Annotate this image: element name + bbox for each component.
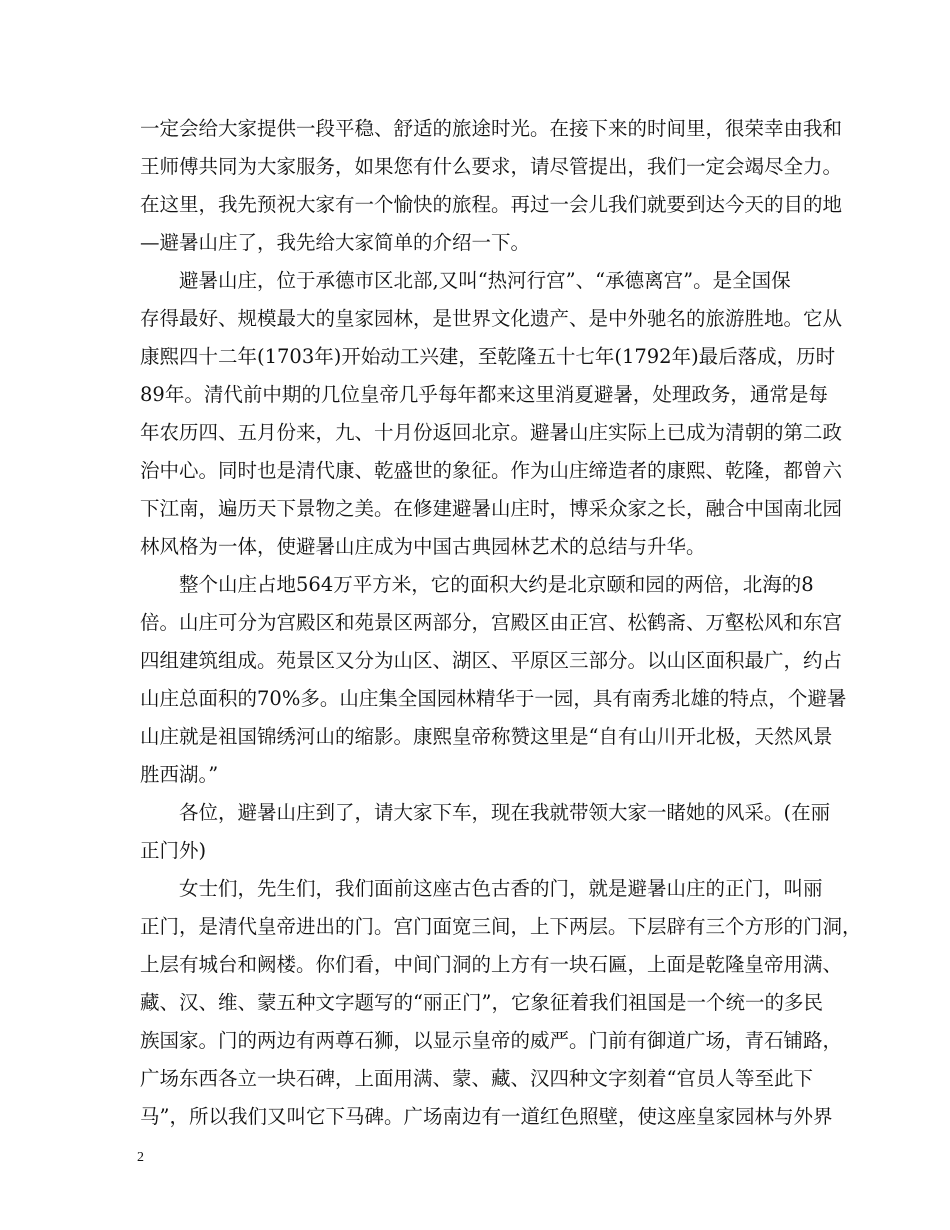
text-line: 康熙四十二年(1703年)开始动工兴建，至乾隆五十七年(1792年)最后落成，历时 (140, 345, 836, 368)
text-line: 王师傅共同为大家服务，如果您有什么要求，请尽管提出，我们一定会竭尽全力。 (140, 155, 843, 178)
text-line: —避暑山庄了，我先给大家简单的介绍一下。 (140, 231, 531, 254)
text-line: 族国家。门的两边有两尊石狮，以显示皇帝的威严。门前有御道广场，青石铺路， (140, 1029, 843, 1052)
text-line: 下江南，遍历天下景物之美。在修建避暑山庄时，博采众家之长，融合中国南北园 (140, 497, 843, 520)
text-line: 四组建筑组成。苑景区又分为山区、湖区、平原区三部分。以山区面积最广，约占 (140, 649, 843, 672)
text-line: 89年。清代前中期的几位皇帝几乎每年都来这里消夏避暑，处理政务，通常是每 (140, 383, 828, 406)
page-number: 2 (137, 1150, 144, 1165)
text-line: 上层有城台和阙楼。你们看，中间门洞的上方有一块石匾，上面是乾隆皇帝用满、 (140, 953, 843, 976)
text-line: 整个山庄占地564万平方米，它的面积大约是北京颐和园的两倍，北海的8 (140, 573, 814, 596)
text-line: 女士们，先生们，我们面前这座古色古香的门，就是避暑山庄的正门，叫丽 (140, 877, 823, 900)
text-line: 一定会给大家提供一段平稳、舒适的旅途时光。在接下来的时间里，很荣幸由我和 (140, 117, 843, 140)
text-line: 山庄总面积的70%多。山庄集全国园林精华于一园，具有南秀北雄的特点，个避暑 (140, 687, 847, 710)
text-line: 年农历四、五月份来，九、十月份返回北京。避暑山庄实际上已成为清朝的第二政 (140, 421, 843, 444)
text-line: 正门，是清代皇帝进出的门。宫门面宽三间，上下两层。下层辟有三个方形的门洞， (140, 915, 862, 938)
text-line: 各位，避暑山庄到了，请大家下车，现在我就带领大家一睹她的风采。(在丽 (140, 801, 831, 824)
text-line: 倍。山庄可分为宫殿区和苑景区两部分，宫殿区由正宫、松鹤斋、万壑松风和东宫 (140, 611, 843, 634)
text-line: 胜西湖。” (140, 763, 219, 786)
text-line: 广场东西各立一块石碑，上面用满、蒙、藏、汉四种文字刻着“官员人等至此下 (140, 1067, 813, 1090)
text-line: 在这里，我先预祝大家有一个愉快的旅程。再过一会儿我们就要到达今天的目的地 (140, 193, 843, 216)
text-line: 藏、汉、维、蒙五种文字题写的“丽正门”，它象征着我们祖国是一个统一的多民 (140, 991, 823, 1014)
text-line: 马”，所以我们又叫它下马碑。广场南边有一道红色照壁，使这座皇家园林与外界 (140, 1105, 833, 1128)
text-line: 治中心。同时也是清代康、乾盛世的象征。作为山庄缔造者的康熙、乾隆，都曾六 (140, 459, 843, 482)
text-line: 山庄就是祖国锦绣河山的缩影。康熙皇帝称赞这里是“自有山川开北极，天然风景 (140, 725, 833, 748)
text-line: 林风格为一体，使避暑山庄成为中国古典园林艺术的总结与升华。 (140, 535, 706, 558)
text-line: 正门外) (140, 839, 207, 862)
text-line: 避暑山庄，位于承德市区北部,又叫“热河行宫”、“承德离宫”。是全国保 (140, 269, 791, 292)
text-line: 存得最好、规模最大的皇家园林，是世界文化遗产、是中外驰名的旅游胜地。它从 (140, 307, 843, 330)
